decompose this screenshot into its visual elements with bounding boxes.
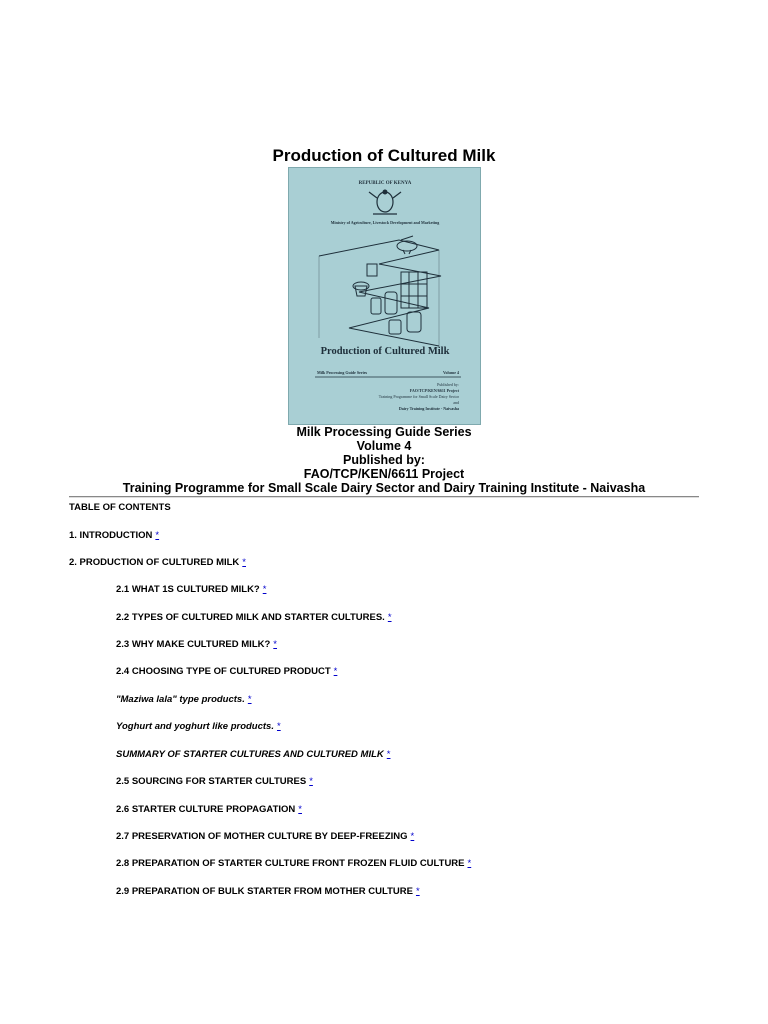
cover-ministry: Ministry of Agriculture, Livestock Development and Marketing (330, 220, 440, 225)
toc-item (116, 831, 414, 842)
toc-item (116, 858, 471, 869)
toc-item (116, 612, 392, 623)
toc-item (116, 584, 266, 595)
toc-item-label: 2.9 PREPARATION OF BULK STARTER FROM MOTHER CULTURE (116, 886, 413, 897)
volume-number: Volume 4 (356, 439, 412, 453)
toc-link[interactable]: * (386, 749, 391, 760)
toc-item-label: SUMMARY OF STARTER CULTURES AND CULTURED MILK (116, 749, 384, 760)
toc-item (116, 694, 252, 705)
toc-link[interactable]: * (247, 694, 252, 705)
toc-item-label: 2.6 STARTER CULTURE PROPAGATION (116, 804, 296, 815)
toc-link[interactable]: * (242, 557, 246, 568)
toc-item-label: 2.4 CHOOSING TYPE OF CULTURED PRODUCT (116, 666, 331, 677)
published-by-label: Published by: (343, 453, 425, 467)
cover-illustration (319, 236, 441, 346)
toc-item-label: 2.1 WHAT 1S CULTURED MILK? (116, 584, 260, 595)
cover-republic: REPUBLIC OF KENYA (358, 181, 412, 186)
programme-name: Training Programme for Small Scale Dairy Sector and Dairy Training Institute - Naivasha (122, 481, 646, 495)
page-title: Production of Cultured Milk (272, 146, 496, 165)
toc-item (116, 804, 302, 815)
publication-details (0, 425, 768, 495)
toc-link[interactable]: * (262, 584, 267, 595)
cover-volume: Volume 4 (443, 370, 459, 375)
cover-title: Production of Cultured Milk (320, 346, 450, 357)
toc-link[interactable]: * (298, 804, 302, 815)
toc-link[interactable]: * (415, 886, 420, 897)
toc-item-label: "Maziwa lala" type products. (116, 694, 245, 705)
toc-link[interactable]: * (155, 530, 160, 541)
toc-link[interactable]: * (276, 721, 281, 732)
cover-institute: Dairy Training Institute - Naivasha (398, 406, 459, 411)
toc-item-label: 2.7 PRESERVATION OF MOTHER CULTURE BY DEEP-FREEZING (116, 831, 408, 842)
toc-item (116, 886, 420, 897)
toc-item-label: 2.8 PREPARATION OF STARTER CULTURE FRONT FROZEN FLUID CULTURE (116, 858, 465, 869)
horizontal-divider (69, 496, 699, 498)
toc-item-label: 2.3 WHY MAKE CULTURED MILK? (116, 639, 271, 650)
toc-link[interactable]: * (467, 858, 472, 869)
cover-series: Milk Processing Guide Series (317, 370, 368, 375)
cover-programme: Training Programme for Small Scale Dairy Sector (378, 394, 459, 399)
toc-link[interactable]: * (309, 776, 313, 787)
coat-of-arms-icon (369, 190, 401, 215)
toc-link[interactable]: * (333, 666, 338, 677)
toc-item (116, 666, 337, 677)
toc-heading: TABLE OF CONTENTS (69, 502, 171, 513)
project-code: FAO/TCP/KEN/6611 Project (303, 467, 465, 481)
toc-item-label: Yoghurt and yoghurt like products. (116, 721, 274, 732)
toc-item (69, 557, 246, 568)
toc-item (116, 749, 390, 760)
toc-item (116, 639, 277, 650)
toc-item (116, 721, 281, 732)
toc-link[interactable]: * (410, 831, 415, 842)
toc-link[interactable]: * (387, 612, 392, 623)
toc-item-label: 2.2 TYPES OF CULTURED MILK AND STARTER CULTURES. (116, 612, 385, 623)
book-cover-image (288, 167, 481, 425)
toc-item-label: 2.5 SOURCING FOR STARTER CULTURES (116, 776, 307, 787)
toc-item-label: 1. INTRODUCTION (69, 530, 153, 541)
toc-item (69, 530, 159, 541)
series-name: Milk Processing Guide Series (296, 425, 472, 439)
toc-item-label: 2. PRODUCTION OF CULTURED MILK (69, 557, 240, 568)
cover-published-by: Published by: (437, 382, 459, 387)
cover-project: FAO/TCP/KEN/6611 Project (409, 388, 459, 393)
toc-item (116, 776, 313, 787)
toc-link[interactable]: * (273, 639, 277, 650)
cover-and: and (453, 400, 459, 405)
